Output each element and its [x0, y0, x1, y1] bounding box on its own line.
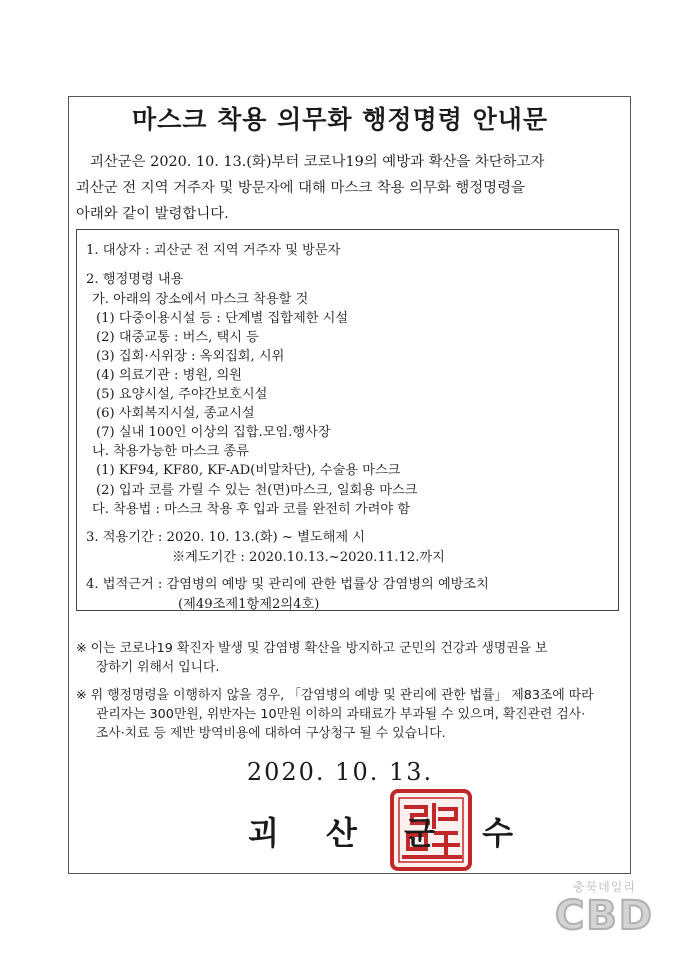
intro-line: 아래와 같이 발령합니다.	[76, 206, 229, 222]
document-date: 2020. 10. 13.	[246, 758, 434, 786]
note-line: 장하기 위해서 입니다.	[96, 660, 220, 675]
box-line: 다. 착용법 : 마스크 착용 후 입과 코를 완전히 가려야 함	[92, 502, 411, 517]
watermark-logo	[555, 878, 654, 937]
note-line: 조사·치료 등 제반 방역비용에 대하여 구상청구 될 수 있습니다.	[96, 726, 446, 741]
note-line: ※ 이는 코로나19 확진자 발생 및 감염병 확산을 방지하고 군민의 건강과 생명권을 보	[76, 641, 548, 656]
box-line: (2) 대중교통 : 버스, 택시 등	[96, 330, 259, 345]
watermark-text: 충북데일리	[572, 880, 636, 894]
box-line: ※계도기간 : 2020.10.13.~2020.11.12.까지	[172, 550, 445, 565]
intro-paragraph	[76, 149, 624, 227]
note-line: 관리자는 300만원, 위반자는 10만원 이하의 과태료가 부과될 수 있으며, 확진관련 검사·	[96, 707, 586, 722]
box-line: 1. 대상자 : 괴산군 전 지역 거주자 및 방문자	[86, 243, 341, 258]
issuer-signature: 괴 산 군 수	[248, 814, 532, 852]
box-line: (6) 사회복지시설, 종교시설	[96, 406, 255, 421]
box-line: (3) 집회·시위장 : 옥외집회, 시위	[96, 349, 285, 364]
box-line: (1) 다중이용시설 등 : 단계별 집합제한 시설	[96, 311, 349, 326]
note-line: ※ 위 행정명령을 이행하지 않을 경우, 「감염병의 예방 및 관리에 관한 법률」 제83조에 따라	[76, 688, 594, 703]
document-title: 마스크 착용 의무화 행정명령 안내문	[131, 105, 549, 134]
box-line: 2. 행정명령 내용	[86, 272, 184, 287]
box-line: 나. 착용가능한 마스크 종류	[92, 444, 249, 459]
box-line: (2) 입과 코를 가릴 수 있는 천(면)마스크, 일회용 마스크	[96, 483, 418, 498]
box-line: (7) 실내 100인 이상의 집합.모임.행사장	[96, 425, 331, 440]
box-line: (4) 의료기관 : 병원, 의원	[96, 368, 242, 383]
intro-line: 괴산군은 2020. 10. 13.(화)부터 코로나19의 예방과 확산을 차단하고자	[90, 154, 545, 170]
box-line: 4. 법적근거 : 감염병의 예방 및 관리에 관한 법률상 감염병의 예방조치	[86, 577, 489, 592]
watermark-letters: CBD	[554, 893, 654, 939]
box-line: 가. 아래의 장소에서 마스크 착용할 것	[92, 292, 309, 307]
box-line: (제49조제1항제2의4호)	[178, 597, 320, 612]
box-line: (5) 요양시설, 주야간보호시설	[96, 387, 268, 402]
box-line: (1) KF94, KF80, KF-AD(비말차단), 수술용 마스크	[96, 463, 401, 478]
intro-line: 괴산군 전 지역 거주자 및 방문자에 대해 마스크 착용 의무화 행정명령을	[76, 180, 525, 196]
box-line: 3. 적용기간 : 2020. 10. 13.(화) ~ 별도해제 시	[86, 530, 365, 545]
